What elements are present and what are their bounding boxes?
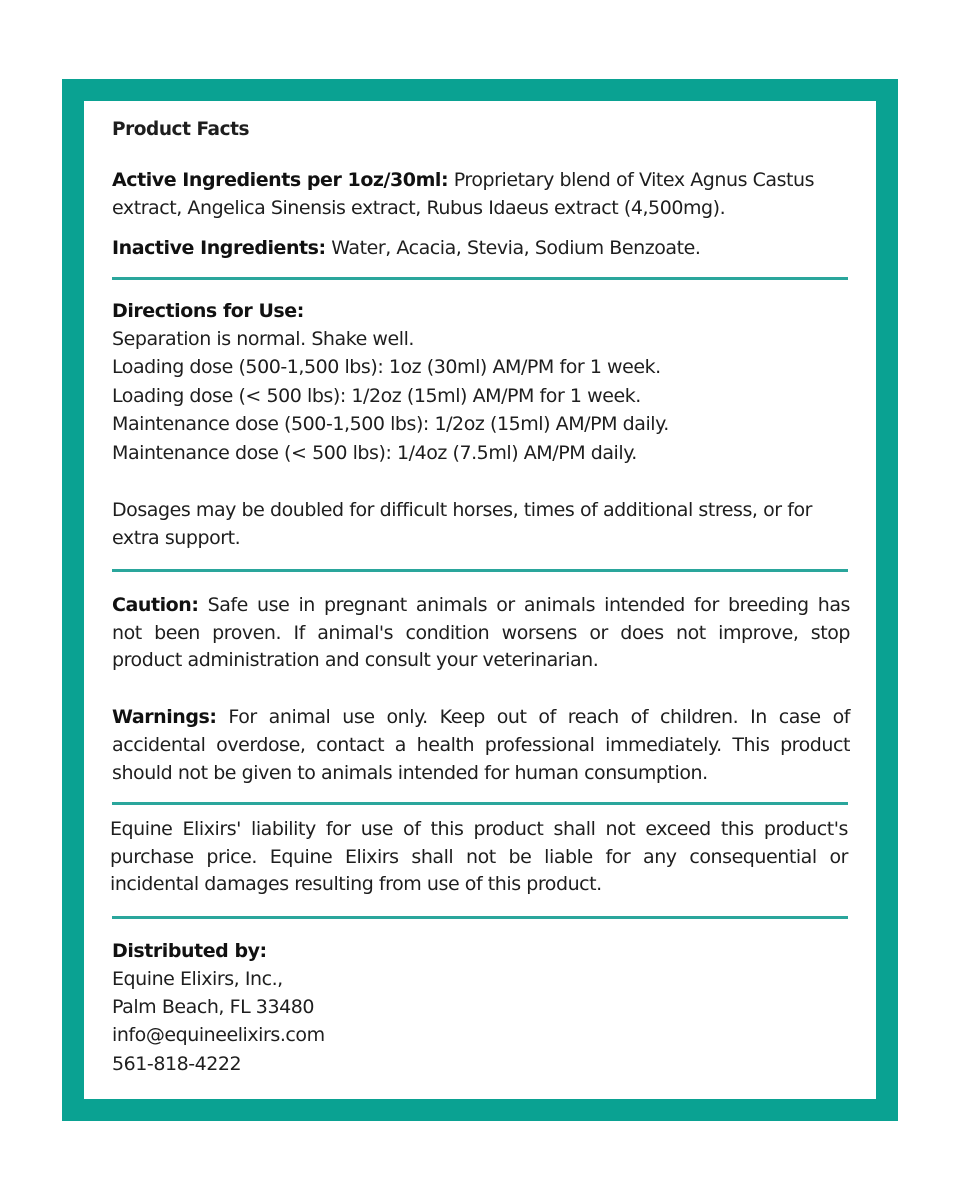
distributor-address: Palm Beach, FL 33480 xyxy=(112,996,315,1018)
warnings-line-3: should not be given to animals intended for human consumption. xyxy=(112,762,708,784)
warnings-text: For animal use only. Keep out of reach of children. In case of xyxy=(216,706,850,728)
liability-line-2: purchase price. Equine Elixirs shall not be liable for any consequential or xyxy=(110,846,848,868)
active-ingredients-label: Active Ingredients per 1oz/30ml: xyxy=(112,169,449,191)
distributor-phone: 561-818-4222 xyxy=(112,1053,242,1075)
section-divider xyxy=(112,802,848,805)
caution-line-3: product administration and consult your veterinarian. xyxy=(112,649,599,671)
directions-line: Separation is normal. Shake well. xyxy=(112,328,414,350)
dosage-note-line-1: Dosages may be doubled for difficult horses, times of additional stress, or for xyxy=(112,499,813,521)
warnings-line-2: accidental overdose, contact a health professional immediately. This product xyxy=(112,734,850,756)
distributor-email: info@equineelixirs.com xyxy=(112,1024,325,1046)
section-divider xyxy=(112,916,848,919)
page-title: Product Facts xyxy=(112,119,250,140)
directions-line: Maintenance dose (500-1,500 lbs): 1/2oz (15ml) AM/PM daily. xyxy=(112,413,669,435)
caution-line-1 xyxy=(112,591,850,619)
distributor-label: Distributed by: xyxy=(112,940,267,962)
active-ingredients-text: Proprietary blend of Vitex Agnus Castus xyxy=(448,169,815,191)
inactive-ingredients xyxy=(112,234,850,262)
directions-line: Maintenance dose (< 500 lbs): 1/4oz (7.5ml) AM/PM daily. xyxy=(112,442,637,464)
active-ingredients-line-1 xyxy=(112,166,850,194)
liability-line-3: incidental damages resulting from use of this product. xyxy=(110,873,602,895)
caution-text: Safe use in pregnant animals or animals intended for breeding has xyxy=(198,594,850,616)
liability-line-1: Equine Elixirs' liability for use of this product shall not exceed this product's xyxy=(110,818,848,840)
warnings-line-1 xyxy=(112,703,850,731)
product-facts-panel xyxy=(84,101,876,1099)
directions-label: Directions for Use: xyxy=(112,300,304,322)
caution-label: Caution: xyxy=(112,594,199,616)
directions-line: Loading dose (< 500 lbs): 1/2oz (15ml) AM/PM for 1 week. xyxy=(112,385,641,407)
dosage-note-line-2: extra support. xyxy=(112,527,241,549)
section-divider xyxy=(112,277,848,280)
active-ingredients-line-2: extract, Angelica Sinensis extract, Rubus Idaeus extract (4,500mg). xyxy=(112,197,726,219)
inactive-ingredients-text: Water, Acacia, Stevia, Sodium Benzoate. xyxy=(325,237,701,259)
section-divider xyxy=(112,569,848,572)
distributor-name: Equine Elixirs, Inc., xyxy=(112,968,283,990)
distributor-heading xyxy=(112,937,850,965)
inactive-ingredients-label: Inactive Ingredients: xyxy=(112,237,326,259)
directions-line: Loading dose (500-1,500 lbs): 1oz (30ml) AM/PM for 1 week. xyxy=(112,356,661,378)
caution-line-2: not been proven. If animal's condition worsens or does not improve, stop xyxy=(112,622,850,644)
directions-heading xyxy=(112,297,850,325)
teal-frame xyxy=(62,79,898,1121)
warnings-label: Warnings: xyxy=(112,706,217,728)
